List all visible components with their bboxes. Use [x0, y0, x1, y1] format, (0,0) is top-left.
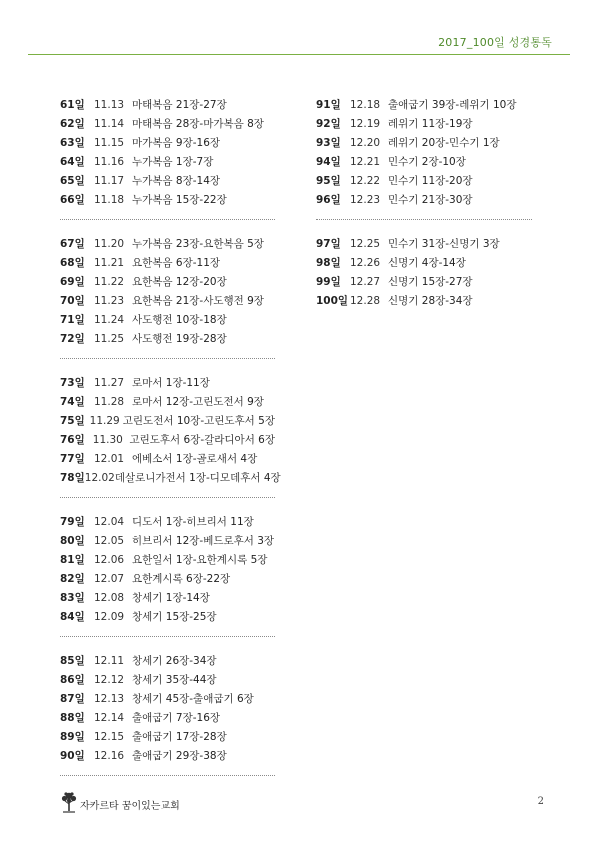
date-label: 11.14 [94, 118, 125, 130]
date-label: 12.12 [94, 674, 125, 686]
date-label: 12.07 [94, 573, 125, 585]
date-label: 12.05 [94, 535, 125, 547]
day-label: 85일 [60, 655, 85, 667]
reading-row [316, 191, 532, 210]
reading-row [60, 608, 275, 627]
reading-row [316, 254, 532, 273]
passage-label: 요한일서 1장-요한계시록 5장 [132, 554, 268, 566]
date-label: 11.17 [94, 175, 125, 187]
day-label: 92일 [316, 118, 341, 130]
passage-label: 신명기 28장-34장 [388, 295, 473, 307]
day-label: 95일 [316, 175, 341, 187]
passage-label: 레위기 11장-19장 [388, 118, 473, 130]
date-label: 11.16 [94, 156, 125, 168]
day-label: 70일 [60, 295, 85, 307]
date-label: 12.02 [84, 472, 115, 484]
reading-group [60, 374, 281, 488]
passage-label: 신명기 15장-27장 [388, 276, 473, 288]
group-divider [60, 358, 275, 359]
day-label: 74일 [60, 396, 85, 408]
passage-label: 민수기 21장-30장 [388, 194, 473, 206]
day-label: 98일 [316, 257, 341, 269]
day-label: 72일 [60, 333, 85, 345]
group-divider [60, 219, 275, 220]
passage-label: 요한복음 21장-사도행전 9장 [132, 295, 264, 307]
passage-label: 출애굽기 17장-28장 [132, 731, 227, 743]
reading-row [60, 690, 275, 709]
passage-label: 누가복음 23장-요한복음 5장 [132, 238, 264, 250]
date-label: 11.28 [94, 396, 125, 408]
date-label: 11.20 [94, 238, 125, 250]
reading-row [60, 115, 275, 134]
reading-row [60, 412, 275, 431]
date-label: 12.08 [94, 592, 125, 604]
reading-row [60, 254, 275, 273]
date-label: 12.16 [94, 750, 125, 762]
reading-group [316, 96, 532, 210]
reading-row [60, 273, 275, 292]
reading-row [60, 513, 275, 532]
page-number: 2 [537, 796, 544, 807]
date-label: 11.23 [94, 295, 125, 307]
date-label: 11.13 [94, 99, 125, 111]
day-label: 79일 [60, 516, 85, 528]
passage-label: 출애굽기 39장-레위기 10장 [388, 99, 517, 111]
passage-label: 레위기 20장-민수기 1장 [388, 137, 500, 149]
day-label: 94일 [316, 156, 341, 168]
day-label: 91일 [316, 99, 341, 111]
reading-row [60, 330, 275, 349]
passage-label: 민수기 11장-20장 [388, 175, 473, 187]
header-divider [28, 54, 570, 55]
passage-label: 마태복음 21장-27장 [132, 99, 227, 111]
passage-label: 누가복음 1장-7장 [132, 156, 214, 168]
passage-label: 사도행전 10장-18장 [132, 314, 227, 326]
date-label: 12.25 [350, 238, 381, 250]
passage-label: 창세기 45장-출애굽기 6장 [132, 693, 254, 705]
reading-row [316, 235, 532, 254]
group-divider [60, 636, 275, 637]
date-label: 12.26 [350, 257, 381, 269]
passage-label: 사도행전 19장-28장 [132, 333, 227, 345]
date-label: 11.22 [94, 276, 125, 288]
date-label: 12.18 [350, 99, 381, 111]
day-label: 62일 [60, 118, 85, 130]
day-label: 96일 [316, 194, 341, 206]
date-label: 11.29 [89, 415, 120, 427]
day-label: 80일 [60, 535, 85, 547]
day-label: 73일 [60, 377, 85, 389]
passage-label: 디도서 1장-히브리서 11장 [132, 516, 254, 528]
day-label: 64일 [60, 156, 85, 168]
reading-row [60, 96, 275, 115]
date-label: 11.25 [94, 333, 125, 345]
reading-row [60, 532, 275, 551]
header-title: 2017_100일 성경통독 [438, 36, 552, 49]
reading-group [60, 96, 275, 210]
group-divider [316, 219, 532, 220]
reading-row [316, 96, 532, 115]
date-label: 12.04 [94, 516, 125, 528]
passage-label: 요한계시록 6장-22장 [132, 573, 231, 585]
reading-row [60, 172, 275, 191]
reading-group [316, 235, 532, 311]
passage-label: 고린도전서 10장-고린도후서 5장 [122, 415, 275, 427]
passage-label: 고린도후서 6장-갈라디아서 6장 [129, 434, 275, 446]
reading-group [60, 235, 275, 349]
day-label: 89일 [60, 731, 85, 743]
day-label: 90일 [60, 750, 85, 762]
passage-label: 데살로니가전서 1장-디모데후서 4장 [114, 472, 281, 484]
reading-row [60, 292, 275, 311]
date-label: 12.09 [94, 611, 125, 623]
group-divider [60, 775, 275, 776]
passage-label: 에베소서 1장-골로새서 4장 [132, 453, 258, 465]
day-label: 97일 [316, 238, 341, 250]
day-label: 81일 [60, 554, 85, 566]
reading-row [316, 153, 532, 172]
passage-label: 누가복음 8장-14장 [132, 175, 221, 187]
reading-row [60, 374, 275, 393]
reading-row [316, 273, 532, 292]
reading-row [316, 292, 532, 311]
day-label: 65일 [60, 175, 85, 187]
passage-label: 히브리서 12장-베드로후서 3장 [132, 535, 275, 547]
passage-label: 창세기 15장-25장 [132, 611, 217, 623]
reading-row [60, 589, 275, 608]
date-label: 12.21 [350, 156, 381, 168]
date-label: 12.01 [94, 453, 125, 465]
date-label: 11.30 [92, 434, 123, 446]
day-label: 82일 [60, 573, 85, 585]
date-label: 12.15 [94, 731, 125, 743]
reading-row [60, 450, 275, 469]
day-label: 71일 [60, 314, 85, 326]
reading-row [60, 551, 275, 570]
passage-label: 창세기 26장-34장 [132, 655, 217, 667]
reading-row [60, 570, 275, 589]
date-label: 11.18 [94, 194, 125, 206]
reading-row [60, 311, 275, 330]
date-label: 12.22 [350, 175, 381, 187]
date-label: 12.27 [350, 276, 381, 288]
date-label: 12.20 [350, 137, 381, 149]
reading-row [60, 393, 275, 412]
day-label: 76일 [60, 434, 85, 446]
reading-row [60, 469, 281, 488]
passage-label: 마가복음 9장-16장 [132, 137, 221, 149]
reading-group [60, 652, 275, 766]
date-label: 12.23 [350, 194, 381, 206]
date-label: 11.27 [94, 377, 125, 389]
reading-row [60, 747, 275, 766]
reading-row [60, 431, 275, 450]
date-label: 12.19 [350, 118, 381, 130]
date-label: 12.13 [94, 693, 125, 705]
date-label: 11.21 [94, 257, 125, 269]
passage-label: 요한복음 6장-11장 [132, 257, 221, 269]
reading-row [60, 709, 275, 728]
reading-row [316, 172, 532, 191]
footer-logo [60, 791, 180, 813]
day-label: 63일 [60, 137, 85, 149]
day-label: 66일 [60, 194, 85, 206]
day-label: 86일 [60, 674, 85, 686]
reading-row [316, 134, 532, 153]
date-label: 12.06 [94, 554, 125, 566]
passage-label: 창세기 1장-14장 [132, 592, 210, 604]
day-label: 61일 [60, 99, 85, 111]
date-label: 12.11 [94, 655, 125, 667]
passage-label: 민수기 2장-10장 [388, 156, 466, 168]
day-label: 99일 [316, 276, 341, 288]
date-label: 11.24 [94, 314, 125, 326]
schedule-right-column [316, 96, 532, 311]
passage-label: 마태복음 28장-마가복음 8장 [132, 118, 264, 130]
date-label: 11.15 [94, 137, 125, 149]
reading-row [60, 235, 275, 254]
day-label: 84일 [60, 611, 85, 623]
reading-row [60, 671, 275, 690]
passage-label: 출애굽기 29장-38장 [132, 750, 227, 762]
reading-row [60, 728, 275, 747]
passage-label: 신명기 4장-14장 [388, 257, 466, 269]
day-label: 69일 [60, 276, 85, 288]
passage-label: 로마서 1장-11장 [132, 377, 210, 389]
day-label: 67일 [60, 238, 85, 250]
passage-label: 요한복음 12장-20장 [132, 276, 227, 288]
reading-row [60, 153, 275, 172]
passage-label: 민수기 31장-신명기 3장 [388, 238, 500, 250]
schedule-left-column [60, 96, 281, 791]
church-name: 자카르타 꿈이있는교회 [80, 801, 180, 812]
reading-row [60, 652, 275, 671]
day-label: 87일 [60, 693, 85, 705]
reading-row [316, 115, 532, 134]
day-label: 77일 [60, 453, 85, 465]
day-label: 88일 [60, 712, 85, 724]
passage-label: 출애굽기 7장-16장 [132, 712, 221, 724]
passage-label: 로마서 12장-고린도전서 9장 [132, 396, 264, 408]
day-label: 68일 [60, 257, 85, 269]
day-label: 100일 [316, 295, 349, 307]
date-label: 12.28 [350, 295, 381, 307]
reading-group [60, 513, 275, 627]
group-divider [60, 497, 275, 498]
day-label: 75일 [60, 415, 85, 427]
passage-label: 창세기 35장-44장 [132, 674, 217, 686]
day-label: 78일 [60, 472, 85, 484]
reading-row [60, 134, 275, 153]
tree-icon [60, 791, 78, 813]
day-label: 83일 [60, 592, 85, 604]
passage-label: 누가복음 15장-22장 [132, 194, 227, 206]
reading-row [60, 191, 275, 210]
date-label: 12.14 [94, 712, 125, 724]
day-label: 93일 [316, 137, 341, 149]
